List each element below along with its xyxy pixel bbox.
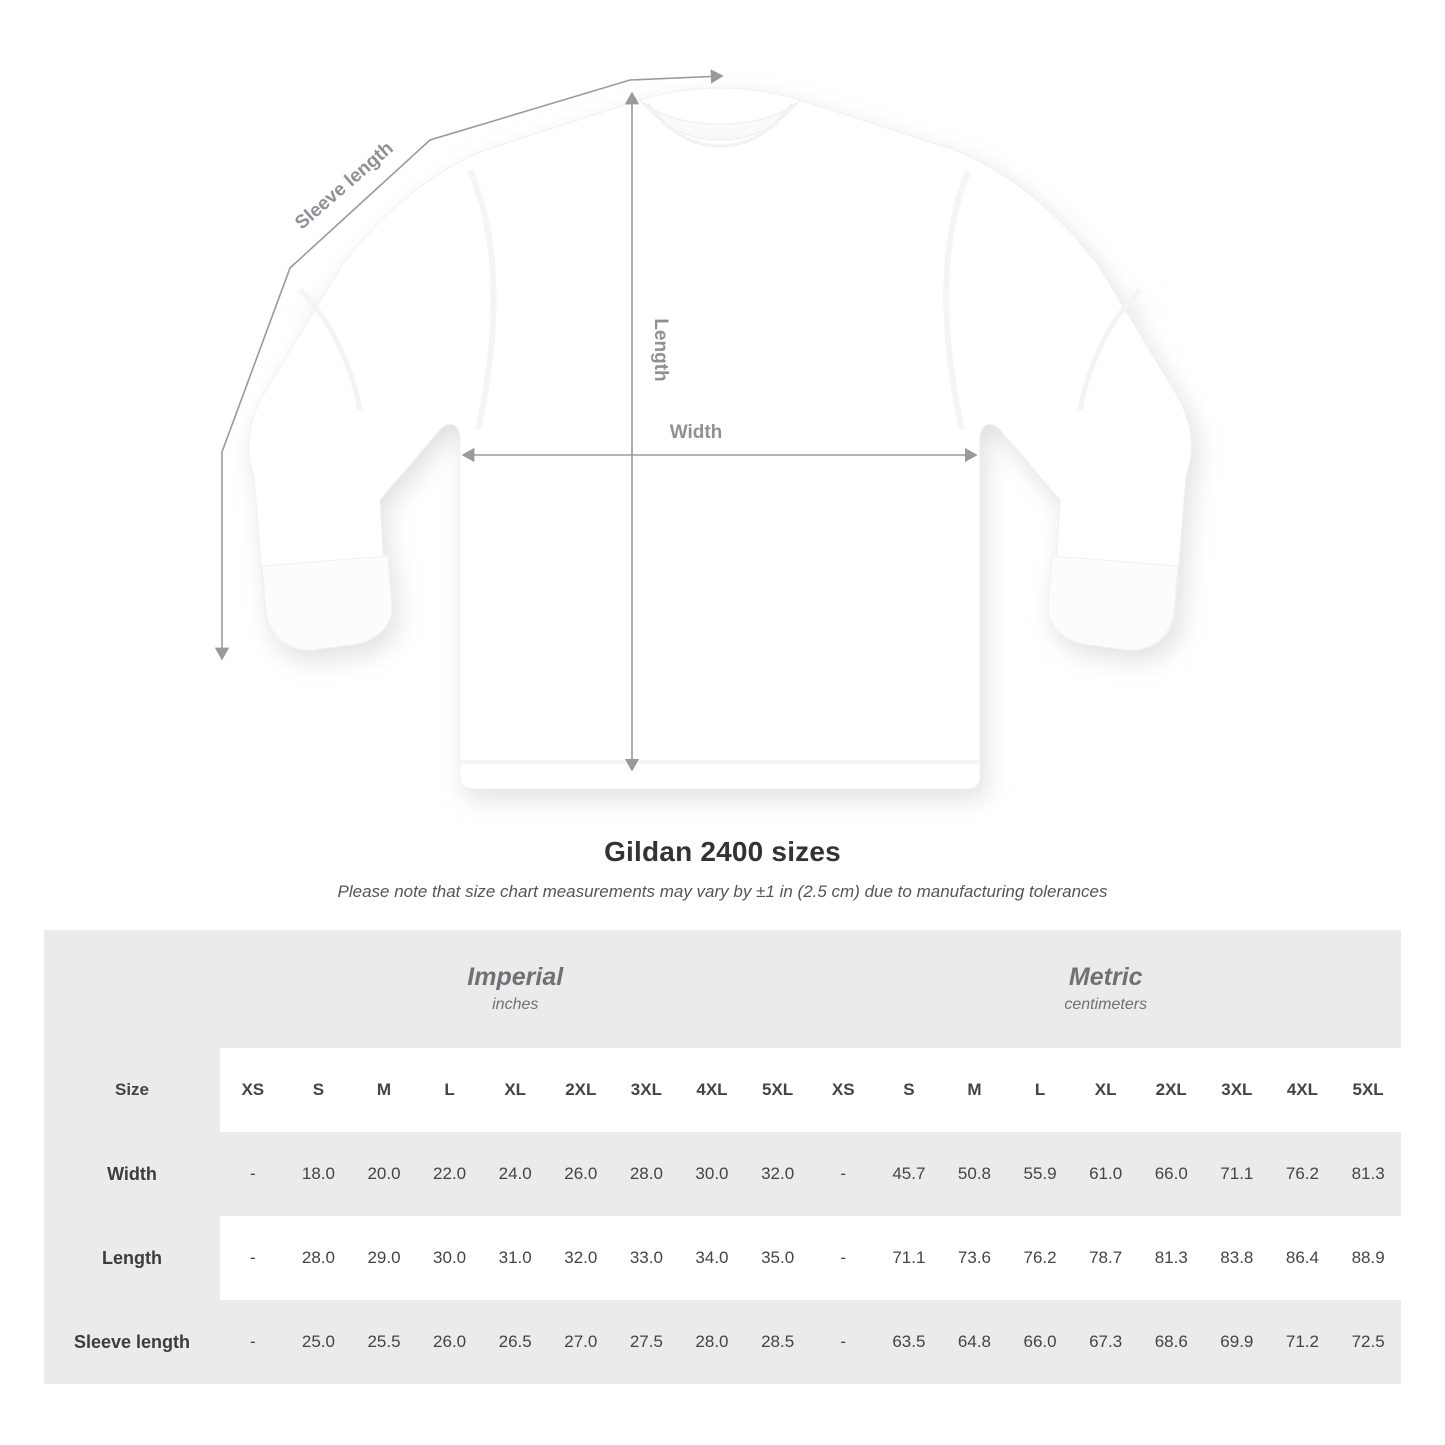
cell-length-met-6: 83.8: [1204, 1216, 1270, 1300]
row-label-sleeve-length: Sleeve length: [44, 1300, 220, 1384]
size-col-imp-2xl: 2XL: [548, 1048, 614, 1132]
size-col-imp-l: L: [417, 1048, 483, 1132]
cell-width-met-0: -: [810, 1132, 876, 1216]
chart-note: Please note that size chart measurements may vary by ±1 in (2.5 cm) due to manufacturing tolerances: [337, 882, 1108, 901]
cell-sleeve-met-3: 66.0: [1007, 1300, 1073, 1384]
size-col-met-2xl: 2XL: [1138, 1048, 1204, 1132]
size-col-met-l: L: [1007, 1048, 1073, 1132]
cell-length-imp-0: -: [220, 1216, 286, 1300]
cell-length-met-7: 86.4: [1270, 1216, 1336, 1300]
cell-width-met-1: 45.7: [876, 1132, 942, 1216]
cell-length-met-0: -: [810, 1216, 876, 1300]
row-label-width: Width: [44, 1132, 220, 1216]
cell-sleeve-met-1: 63.5: [876, 1300, 942, 1384]
cell-sleeve-imp-8: 28.5: [745, 1300, 811, 1384]
unit-group-metric-sub: centimeters: [1064, 995, 1148, 1013]
unit-group-imperial-sub: inches: [492, 995, 539, 1013]
sleeve-length-label: Sleeve length: [291, 137, 398, 234]
cell-width-imp-1: 18.0: [286, 1132, 352, 1216]
cell-length-met-8: 88.9: [1335, 1216, 1401, 1300]
unit-spacer: [44, 930, 220, 1048]
cell-length-imp-8: 35.0: [745, 1216, 811, 1300]
size-col-imp-xl: XL: [482, 1048, 548, 1132]
cell-width-imp-6: 28.0: [614, 1132, 680, 1216]
cell-width-imp-8: 32.0: [745, 1132, 811, 1216]
length-label: Length: [650, 318, 671, 382]
cell-width-met-8: 81.3: [1335, 1132, 1401, 1216]
cell-sleeve-imp-3: 26.0: [417, 1300, 483, 1384]
cell-width-met-7: 76.2: [1270, 1132, 1336, 1216]
unit-group-imperial-name: Imperial: [467, 963, 564, 992]
cell-width-imp-3: 22.0: [417, 1132, 483, 1216]
cell-length-imp-7: 34.0: [679, 1216, 745, 1300]
cell-width-met-5: 66.0: [1138, 1132, 1204, 1216]
chart-title: Gildan 2400 sizes: [604, 836, 841, 867]
cell-width-imp-2: 20.0: [351, 1132, 417, 1216]
cell-width-imp-7: 30.0: [679, 1132, 745, 1216]
size-col-met-m: M: [942, 1048, 1008, 1132]
title-block: [0, 836, 1445, 902]
unit-group-metric: [810, 930, 1401, 1048]
cell-sleeve-met-4: 67.3: [1073, 1300, 1139, 1384]
cell-sleeve-met-7: 71.2: [1270, 1300, 1336, 1384]
cell-sleeve-imp-5: 27.0: [548, 1300, 614, 1384]
cell-length-met-4: 78.7: [1073, 1216, 1139, 1300]
size-col-imp-m: M: [351, 1048, 417, 1132]
unit-group-metric-name: Metric: [1068, 963, 1143, 992]
cell-width-met-6: 71.1: [1204, 1132, 1270, 1216]
cell-length-imp-1: 28.0: [286, 1216, 352, 1300]
unit-header-row: [44, 930, 1401, 1048]
cell-length-met-5: 81.3: [1138, 1216, 1204, 1300]
cell-width-met-3: 55.9: [1007, 1132, 1073, 1216]
cell-length-imp-2: 29.0: [351, 1216, 417, 1300]
size-col-met-s: S: [876, 1048, 942, 1132]
cell-sleeve-met-2: 64.8: [942, 1300, 1008, 1384]
cell-width-met-2: 50.8: [942, 1132, 1008, 1216]
cell-width-imp-4: 24.0: [482, 1132, 548, 1216]
size-col-met-4xl: 4XL: [1270, 1048, 1336, 1132]
cell-sleeve-imp-7: 28.0: [679, 1300, 745, 1384]
row-label-length: Length: [44, 1216, 220, 1300]
cell-width-met-4: 61.0: [1073, 1132, 1139, 1216]
size-col-imp-xs: XS: [220, 1048, 286, 1132]
cell-sleeve-imp-4: 26.5: [482, 1300, 548, 1384]
cell-width-imp-0: -: [220, 1132, 286, 1216]
table-row-sleeve-length: [44, 1300, 1401, 1384]
size-col-met-xl: XL: [1073, 1048, 1139, 1132]
cell-sleeve-imp-0: -: [220, 1300, 286, 1384]
size-table: [44, 930, 1401, 1384]
table-row-length: [44, 1216, 1401, 1300]
table-row-width: [44, 1132, 1401, 1216]
size-col-imp-4xl: 4XL: [679, 1048, 745, 1132]
cell-sleeve-met-0: -: [810, 1300, 876, 1384]
cell-length-imp-6: 33.0: [614, 1216, 680, 1300]
cell-sleeve-met-8: 72.5: [1335, 1300, 1401, 1384]
cell-sleeve-imp-1: 25.0: [286, 1300, 352, 1384]
unit-group-imperial: [220, 930, 810, 1048]
size-header-row: [44, 1048, 1401, 1132]
cell-sleeve-met-6: 69.9: [1204, 1300, 1270, 1384]
size-col-imp-5xl: 5XL: [745, 1048, 811, 1132]
cell-sleeve-imp-6: 27.5: [614, 1300, 680, 1384]
cell-sleeve-met-5: 68.6: [1138, 1300, 1204, 1384]
size-col-met-xs: XS: [810, 1048, 876, 1132]
size-col-met-3xl: 3XL: [1204, 1048, 1270, 1132]
cell-width-imp-5: 26.0: [548, 1132, 614, 1216]
width-label: Width: [669, 422, 723, 443]
cell-sleeve-imp-2: 25.5: [351, 1300, 417, 1384]
size-table-wrap: [44, 930, 1401, 1384]
cell-length-imp-3: 30.0: [417, 1216, 483, 1300]
size-col-imp-s: S: [286, 1048, 352, 1132]
size-label-cell: Size: [44, 1048, 220, 1132]
size-col-imp-3xl: 3XL: [614, 1048, 680, 1132]
cell-length-imp-4: 31.0: [482, 1216, 548, 1300]
cell-length-met-3: 76.2: [1007, 1216, 1073, 1300]
cell-length-imp-5: 32.0: [548, 1216, 614, 1300]
size-col-met-5xl: 5XL: [1335, 1048, 1401, 1132]
cell-length-met-2: 73.6: [942, 1216, 1008, 1300]
cell-length-met-1: 71.1: [876, 1216, 942, 1300]
